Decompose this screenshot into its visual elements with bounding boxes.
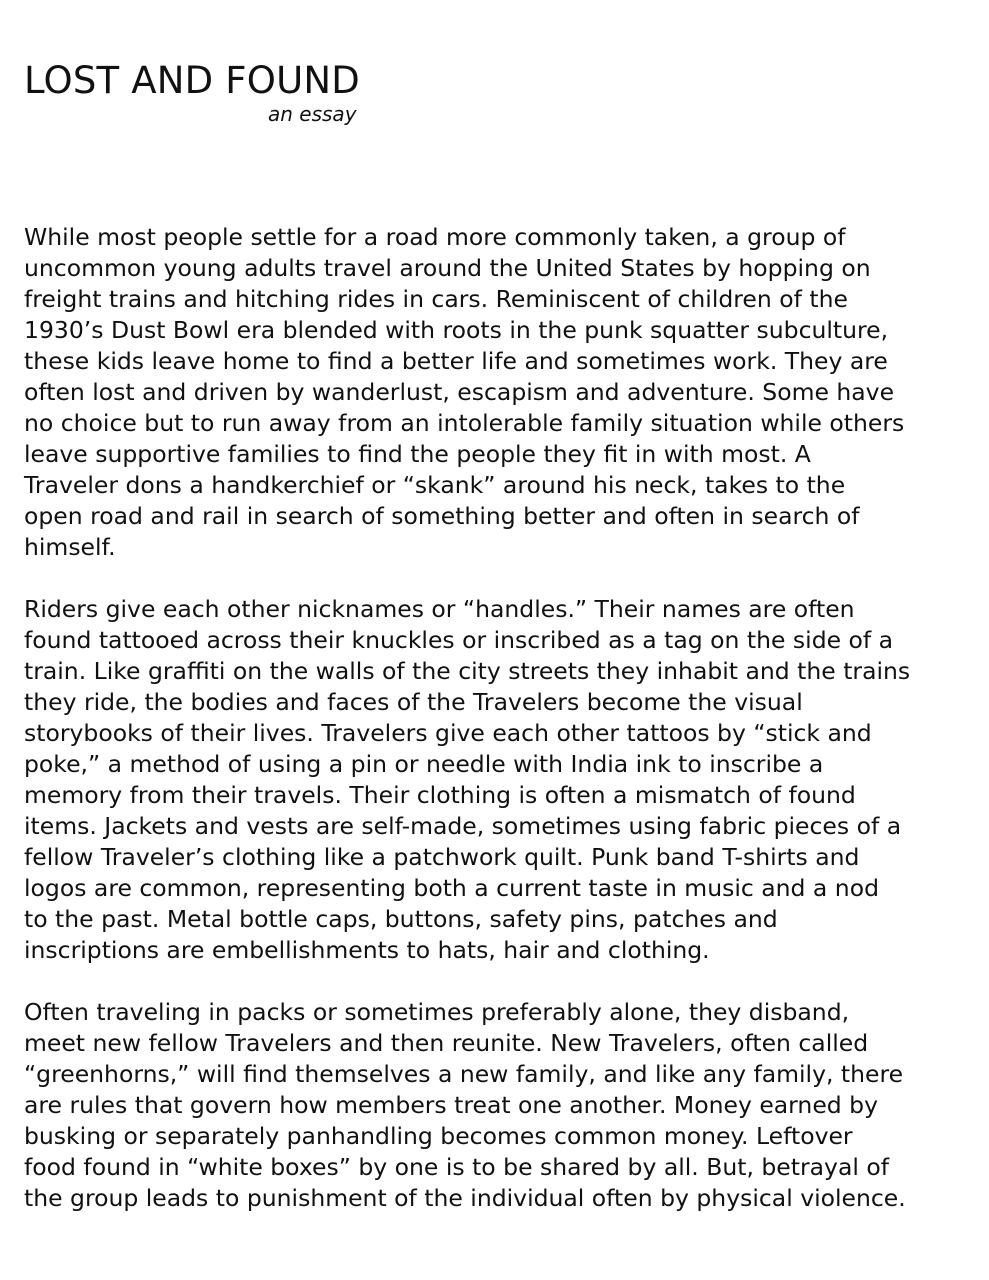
- text-line: storybooks of their lives. Travelers give each other tattoos by “stick and: [24, 719, 872, 747]
- text-line: himself.: [24, 533, 116, 561]
- text-line: these kids leave home to find a better life and sometimes work. They are: [24, 347, 888, 375]
- paragraph-2: [24, 594, 974, 966]
- text-line: often lost and driven by wanderlust, escapism and adventure. Some have: [24, 378, 895, 406]
- text-line: While most people settle for a road more commonly taken, a group of: [24, 223, 846, 251]
- text-line: the group leads to punishment of the individual often by physical violence.: [24, 1184, 906, 1212]
- text-line: “greenhorns,” will find themselves a new family, and like any family, there: [24, 1060, 904, 1088]
- text-line: are rules that govern how members treat one another. Money earned by: [24, 1091, 878, 1119]
- text-line: 1930’s Dust Bowl era blended with roots in the punk squatter subculture,: [24, 316, 889, 344]
- text-line: to the past. Metal bottle caps, buttons, safety pins, patches and: [24, 905, 778, 933]
- text-line: Often traveling in packs or sometimes preferably alone, they disband,: [24, 998, 850, 1026]
- text-line: Traveler dons a handkerchief or “skank” around his neck, takes to the: [24, 471, 846, 499]
- paragraph-1: [24, 222, 974, 563]
- text-line: items. Jackets and vests are self-made, sometimes using fabric pieces of a: [24, 812, 902, 840]
- text-line: no choice but to run away from an intolerable family situation while others: [24, 409, 905, 437]
- text-line: poke,” a method of using a pin or needle with India ink to inscribe a: [24, 750, 824, 778]
- text-line: busking or separately panhandling becomes common money. Leftover: [24, 1122, 853, 1150]
- text-line: logos are common, representing both a current taste in music and a nod: [24, 874, 879, 902]
- text-line: open road and rail in search of something better and often in search of: [24, 502, 860, 530]
- text-line: found tattooed across their knuckles or inscribed as a tag on the side of a: [24, 626, 894, 654]
- text-line: freight trains and hitching rides in cars. Reminiscent of children of the: [24, 285, 848, 313]
- text-line: inscriptions are embellishments to hats, hair and clothing.: [24, 936, 710, 964]
- essay-body: [24, 222, 974, 1245]
- document-title: LOST AND FOUND: [24, 59, 360, 102]
- paragraph-3: [24, 997, 974, 1214]
- text-line: train. Like graffiti on the walls of the city streets they inhabit and the trains: [24, 657, 911, 685]
- text-line: memory from their travels. Their clothing is often a mismatch of found: [24, 781, 856, 809]
- text-line: fellow Traveler’s clothing like a patchwork quilt. Punk band T-shirts and: [24, 843, 860, 871]
- text-line: food found in “white boxes” by one is to be shared by all. But, betrayal of: [24, 1153, 890, 1181]
- text-line: Riders give each other nicknames or “handles.” Their names are often: [24, 595, 855, 623]
- document-subtitle: an essay: [268, 102, 357, 126]
- title-block: [24, 58, 384, 126]
- text-line: meet new fellow Travelers and then reunite. New Travelers, often called: [24, 1029, 869, 1057]
- text-line: uncommon young adults travel around the United States by hopping on: [24, 254, 871, 282]
- text-line: leave supportive families to find the people they fit in with most. A: [24, 440, 811, 468]
- text-line: they ride, the bodies and faces of the Travelers become the visual: [24, 688, 803, 716]
